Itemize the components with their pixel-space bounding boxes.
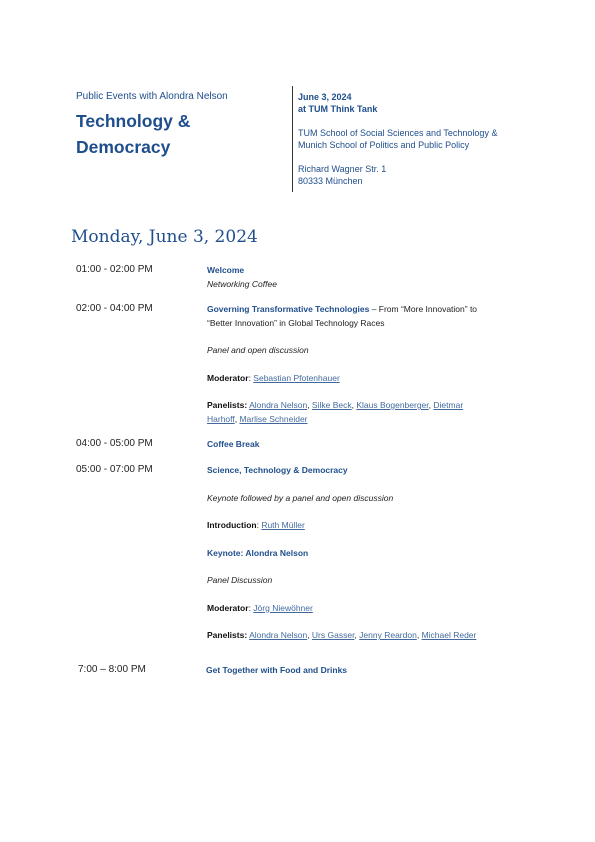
row-time: 02:00 - 04:00 PM — [76, 303, 153, 314]
panelist-link[interactable]: Alondra Nelson — [249, 630, 308, 640]
row-format: Keynote followed by a panel and open discussion — [207, 492, 394, 503]
row-time: 04:00 - 05:00 PM — [76, 438, 153, 449]
moderator-line: Moderator: Sebastian Pfotenhauer — [207, 372, 340, 383]
row-content — [206, 664, 526, 678]
organizer-line1: TUM School of Social Sciences and Technology & — [298, 128, 498, 138]
event-title — [76, 108, 281, 160]
row-format: Panel and open discussion — [207, 345, 309, 355]
row-subtitle: Networking Coffee — [207, 278, 277, 289]
moderator-label: Moderator — [207, 602, 249, 613]
event-series: Public Events with Alondra Nelson — [76, 91, 228, 102]
panelists-line: Panelists: Alondra Nelson, Urs Gasser, Jenny Reardon, Michael Reder — [207, 630, 477, 640]
row-time: 01:00 - 02:00 PM — [76, 264, 153, 275]
header-details — [298, 91, 538, 187]
moderator-label: Moderator — [207, 372, 249, 383]
header-divider — [292, 86, 293, 192]
row-content — [207, 464, 527, 643]
panelist-link[interactable]: Silke Beck — [311, 400, 352, 410]
panelist-link[interactable]: Klaus Bogenberger — [356, 400, 429, 410]
panelist-link[interactable]: Michael Reder — [421, 630, 477, 640]
row-title: Science, Technology & Democracy — [207, 465, 348, 475]
row-title-suffix: – From “More Innovation” to — [369, 304, 478, 314]
row-content — [207, 438, 527, 452]
introduction-line: Introduction: Ruth Müller — [207, 520, 305, 530]
event-title-line1: Technology & — [76, 111, 191, 131]
row-title-block — [207, 303, 527, 317]
panelist-link[interactable]: Alondra Nelson — [249, 400, 308, 410]
row-time: 7:00 – 8:00 PM — [78, 664, 146, 675]
moderator-link[interactable]: Jörg Niewöhner — [253, 602, 313, 613]
panel-format: Panel Discussion — [207, 575, 273, 585]
event-venue: at TUM Think Tank — [298, 104, 378, 114]
row-content — [207, 303, 527, 426]
row-title: Welcome — [207, 265, 245, 275]
panelist-link[interactable]: Marlise Schneider — [239, 413, 308, 424]
introduction-label: Introduction — [207, 520, 257, 530]
organizer-line2: Munich School of Politics and Public Policy — [298, 140, 470, 150]
panelist-link[interactable]: Urs Gasser — [311, 630, 355, 640]
moderator-line: Moderator: Jörg Niewöhner — [207, 602, 313, 613]
moderator-link[interactable]: Sebastian Pfotenhauer — [253, 372, 340, 383]
address-line1: Richard Wagner Str. 1 — [298, 164, 387, 174]
event-title-line2: Democracy — [76, 137, 171, 157]
panelist-link[interactable]: Jenny Reardon — [359, 630, 417, 640]
panelists-label: Panelists: — [207, 400, 248, 410]
introduction-link[interactable]: Ruth Müller — [261, 520, 305, 530]
panelist-link[interactable]: Harhoff — [207, 413, 235, 424]
row-time: 05:00 - 07:00 PM — [76, 464, 153, 475]
keynote-line: Keynote: Alondra Nelson — [207, 547, 309, 558]
row-title: Coffee Break — [207, 439, 260, 449]
panelists-label: Panelists: — [207, 630, 248, 640]
address-line2: 80333 München — [298, 176, 363, 186]
day-heading: Monday, June 3, 2024 — [71, 227, 258, 247]
row-title-line2: “Better Innovation” in Global Technology Races — [207, 317, 385, 328]
panelist-link[interactable]: Dietmar — [433, 400, 464, 410]
panelists-line: Panelists: Alondra Nelson, Silke Beck, Klaus Bogenberger, Dietmar Harhoff, Marlise Schneider — [207, 400, 464, 424]
row-title: Governing Transformative Technologies — [207, 304, 370, 314]
row-title: Get Together with Food and Drinks — [206, 665, 348, 675]
event-date: June 3, 2024 — [298, 92, 352, 102]
row-content — [207, 264, 527, 291]
header-left — [76, 91, 281, 160]
